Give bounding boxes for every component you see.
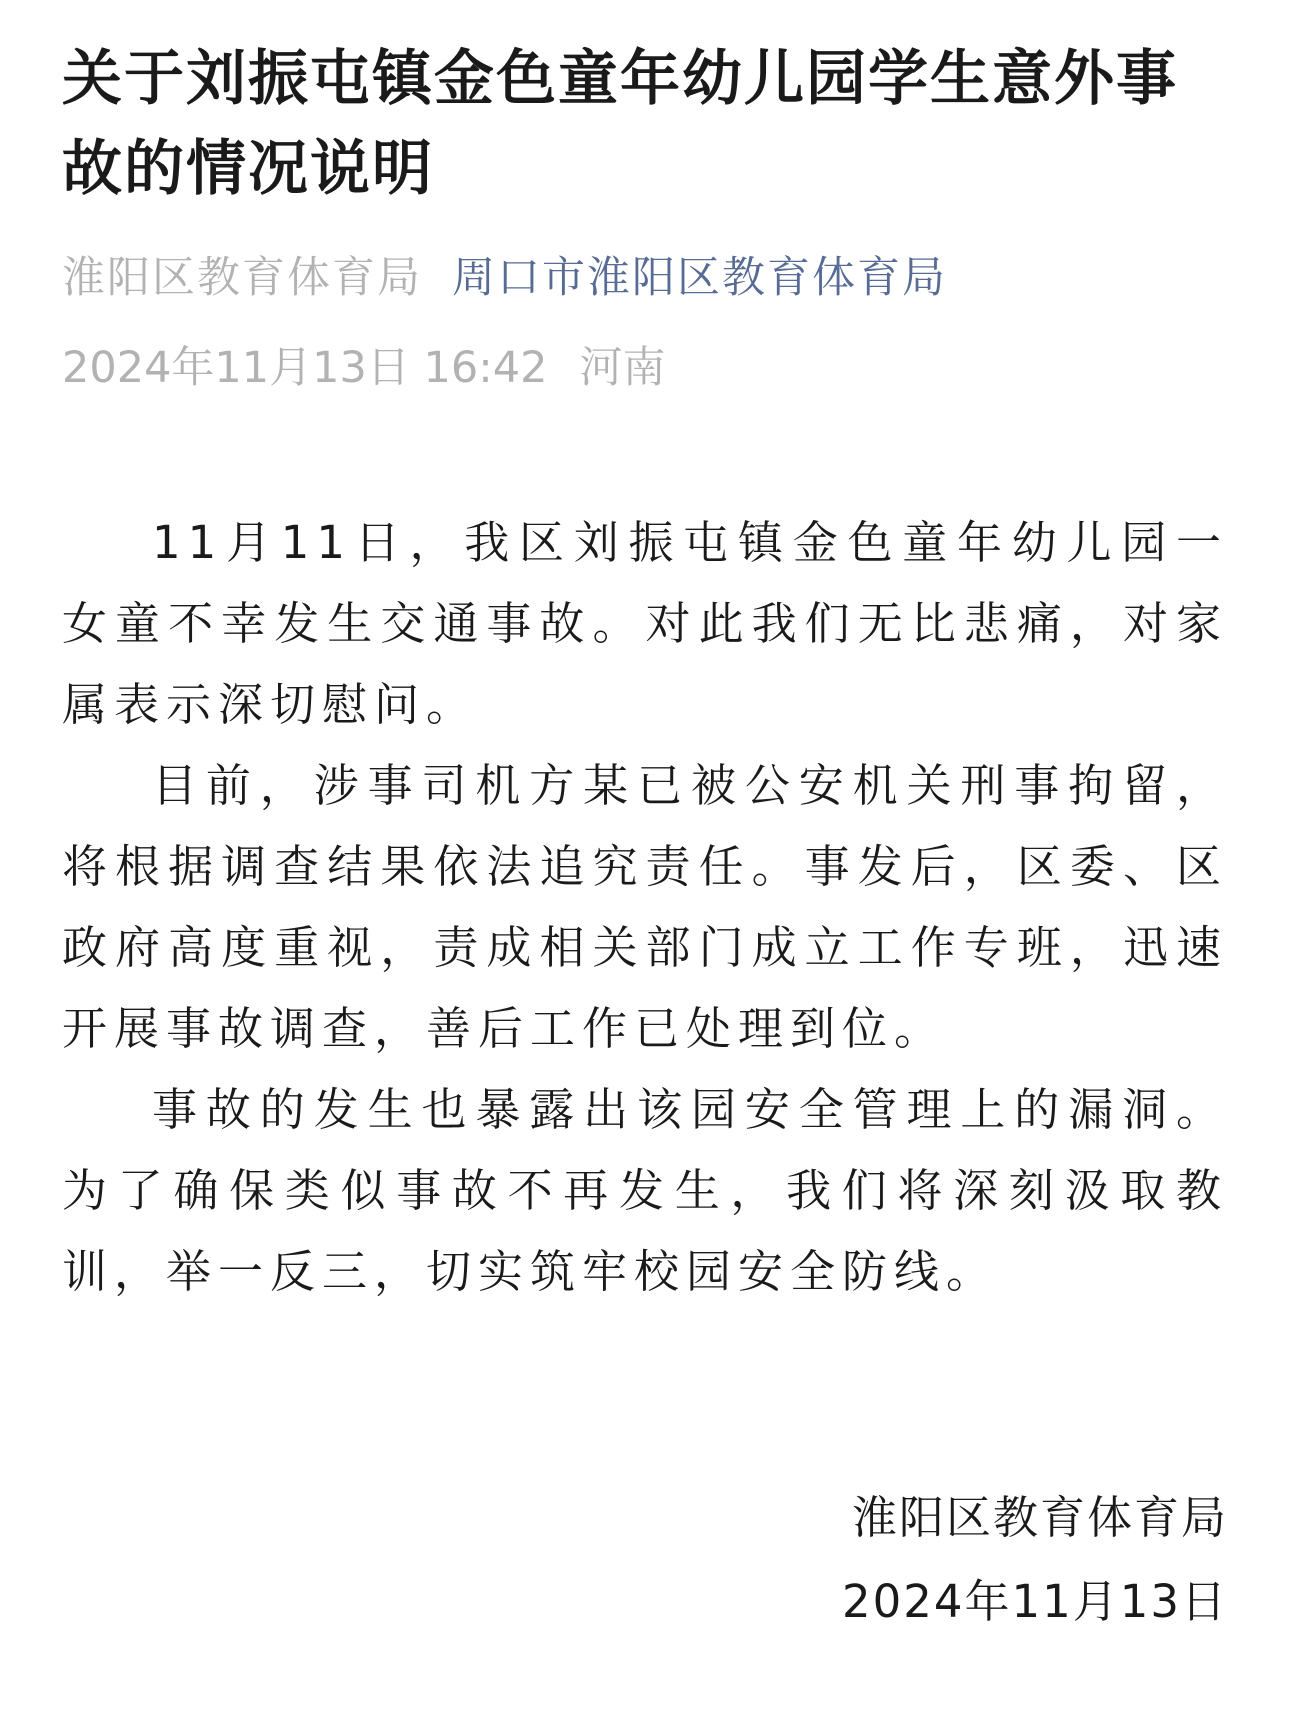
signature-organization: 淮阳区教育体育局 — [851, 1491, 1228, 1544]
article-paragraph: 目前，涉事司机方某已被公安机关刑事拘留，将根据调查结果依法追究责任。事发后，区委、区政府高度重视，责成相关部门成立工作专班，迅速开展事故调查，善后工作已处理到位。 — [62, 759, 1228, 1055]
article-title: 关于刘振屯镇金色童年幼儿园学生意外事故的情况说明 — [62, 44, 1178, 204]
account-name-link[interactable]: 周口市淮阳区教育体育局 — [452, 253, 947, 303]
article-meta-source — [62, 248, 947, 308]
article-body — [62, 502, 1228, 1312]
article-author: 淮阳区教育体育局 — [62, 253, 422, 303]
article-paragraph: 11月11日，我区刘振屯镇金色童年幼儿园一女童不幸发生交通事故。对此我们无比悲痛，对家属表示深切慰问。 — [62, 516, 1228, 731]
publish-region: 河南 — [579, 343, 666, 393]
article-meta-time — [62, 338, 665, 398]
signature-date: 2024年11月13日 — [841, 1575, 1228, 1628]
publish-time: 2024年11月13日 16:42 — [62, 343, 548, 393]
article-paragraph: 事故的发生也暴露出该园安全管理上的漏洞。为了确保类似事故不再发生，我们将深刻汲取教训，举一反三，切实筑牢校园安全防线。 — [62, 1083, 1228, 1298]
